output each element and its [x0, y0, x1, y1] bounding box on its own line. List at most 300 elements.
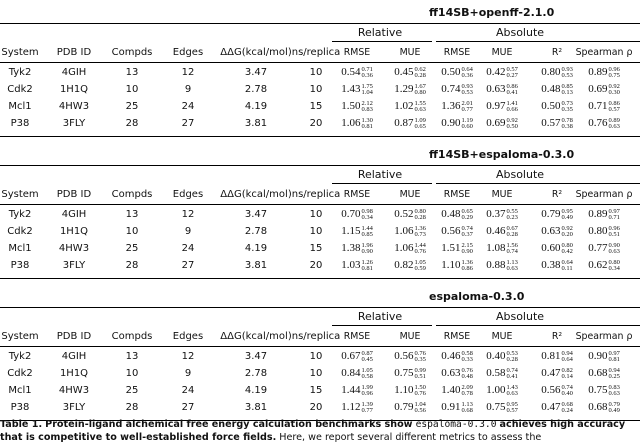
metric-value — [329, 350, 385, 363]
value-ci — [561, 226, 572, 238]
ci-upper: 1.99 — [361, 383, 373, 391]
value-with-ci — [341, 100, 373, 113]
ci-lower: 0.38 — [561, 122, 573, 130]
value-mean: 1.06 — [394, 242, 414, 254]
cell-ns: 10 — [309, 351, 323, 362]
value-ci — [506, 260, 517, 272]
value-ci — [506, 385, 517, 397]
ci-lower: 0.85 — [361, 230, 373, 238]
value-with-ci — [588, 208, 620, 221]
ci-lower: 0.40 — [561, 389, 573, 397]
value-mean: 1.43 — [341, 83, 361, 95]
value-ci — [361, 84, 372, 96]
cell-edges: 12 — [181, 209, 195, 220]
ci-upper: 0.93 — [461, 82, 473, 90]
ci-lower: 0.48 — [461, 372, 473, 380]
cell-compds: 10 — [125, 84, 139, 95]
caption-bold-lead: Protein-ligand alchemical free energy calculation benchmarks show — [45, 419, 413, 430]
ci-lower: 0.66 — [506, 105, 518, 113]
cell-compds: 28 — [125, 402, 139, 413]
ci-upper: 0.92 — [608, 82, 620, 90]
cell-system: Tyk2 — [8, 67, 32, 78]
ci-lower: 0.81 — [608, 355, 620, 363]
cell-system: Mcl1 — [8, 101, 32, 112]
metric-value — [474, 100, 530, 113]
value-ci — [506, 226, 517, 238]
header-rule — [0, 204, 640, 205]
column-header: Compds — [111, 189, 153, 200]
value-mean: 0.74 — [441, 83, 461, 95]
value-ci — [461, 226, 472, 238]
group-header-absolute: Absolute — [495, 26, 545, 39]
value-with-ci — [341, 117, 373, 130]
cell-ns: 15 — [309, 101, 323, 112]
value-with-ci — [394, 401, 426, 414]
value-ci — [414, 260, 425, 272]
column-header: MUE — [491, 189, 513, 200]
value-with-ci — [541, 242, 573, 255]
value-ci — [461, 67, 472, 79]
value-with-ci — [486, 350, 518, 363]
metric-value — [576, 83, 632, 96]
value-mean: 0.80 — [541, 66, 561, 78]
value-mean: 0.37 — [486, 208, 506, 220]
value-mean: 1.36 — [441, 100, 461, 112]
cell-edges: 24 — [181, 385, 195, 396]
value-ci — [561, 351, 572, 363]
ci-lower: 0.77 — [461, 105, 473, 113]
value-ci — [361, 101, 372, 113]
value-ci — [414, 402, 425, 414]
value-ci — [608, 368, 619, 380]
value-ci — [414, 351, 425, 363]
value-mean: 0.45 — [394, 66, 414, 78]
cell-edges: 12 — [181, 351, 195, 362]
ci-upper: 0.64 — [461, 65, 473, 73]
value-with-ci — [441, 384, 473, 397]
metric-value — [329, 83, 385, 96]
ci-lower: 0.63 — [608, 247, 620, 255]
value-mean: 1.06 — [394, 225, 414, 237]
value-mean: 1.50 — [341, 100, 361, 112]
value-with-ci — [486, 259, 518, 272]
value-with-ci — [486, 66, 518, 79]
value-mean: 0.80 — [588, 225, 608, 237]
metric-value — [474, 225, 530, 238]
value-with-ci — [341, 83, 373, 96]
ci-lower: 0.42 — [561, 247, 573, 255]
column-header: ns/replica — [291, 331, 341, 342]
header-rule — [0, 346, 640, 347]
ci-lower: 0.28 — [506, 230, 518, 238]
ci-lower: 0.57 — [506, 406, 518, 414]
value-with-ci — [441, 350, 473, 363]
ci-upper: 0.89 — [608, 116, 620, 124]
cell-edges: 12 — [181, 67, 195, 78]
value-mean: 0.48 — [441, 208, 461, 220]
ci-upper: 1.36 — [414, 224, 426, 232]
value-with-ci — [486, 384, 518, 397]
ci-upper: 0.92 — [561, 224, 573, 232]
value-with-ci — [541, 100, 573, 113]
column-header: Compds — [111, 331, 153, 342]
cell-pdb: 4HW3 — [58, 243, 90, 254]
value-mean: 1.02 — [394, 100, 414, 112]
value-ci — [506, 209, 517, 221]
value-with-ci — [486, 242, 518, 255]
value-mean: 0.63 — [441, 367, 461, 379]
cell-pdb: 4GIH — [61, 351, 87, 362]
ci-lower: 0.34 — [608, 264, 620, 272]
cell-ns: 10 — [309, 67, 323, 78]
cell-compds: 28 — [125, 118, 139, 129]
value-with-ci — [541, 259, 573, 272]
value-mean: 1.44 — [341, 384, 361, 396]
value-ci — [561, 368, 572, 380]
value-ci — [361, 385, 372, 397]
ci-upper: 0.99 — [414, 366, 426, 374]
column-header: MUE — [491, 47, 513, 58]
group-header-relative: Relative — [357, 26, 403, 39]
cell-edges: 24 — [181, 243, 195, 254]
caption-rest: Here, we report several different metrics to assess the — [279, 432, 542, 443]
value-with-ci — [341, 367, 373, 380]
metric-value — [576, 225, 632, 238]
value-ci — [506, 101, 517, 113]
ci-upper: 1.05 — [361, 366, 373, 374]
ci-lower: 0.65 — [414, 122, 426, 130]
cell-edges: 27 — [181, 260, 195, 271]
value-mean: 0.42 — [486, 66, 506, 78]
ci-lower: 0.50 — [506, 122, 518, 130]
value-with-ci — [541, 66, 573, 79]
ci-upper: 1.56 — [506, 241, 518, 249]
ci-upper: 0.87 — [361, 349, 373, 357]
value-ci — [506, 84, 517, 96]
value-with-ci — [394, 225, 426, 238]
ci-lower: 0.33 — [461, 355, 473, 363]
cell-system: Tyk2 — [8, 351, 32, 362]
value-ci — [461, 243, 472, 255]
value-with-ci — [486, 83, 518, 96]
ci-upper: 2.01 — [461, 99, 473, 107]
cell-system: Tyk2 — [8, 209, 32, 220]
value-with-ci — [588, 117, 620, 130]
metric-value — [576, 384, 632, 397]
cell-pdb: 1H1Q — [59, 368, 89, 379]
cell-compds: 25 — [125, 385, 139, 396]
value-mean: 1.29 — [394, 83, 414, 95]
value-with-ci — [394, 208, 426, 221]
metric-value — [329, 384, 385, 397]
ci-upper: 1.13 — [506, 258, 518, 266]
ci-lower: 0.57 — [608, 105, 620, 113]
ci-lower: 0.49 — [608, 406, 620, 414]
value-ci — [461, 402, 472, 414]
value-mean: 0.89 — [588, 208, 608, 220]
value-ci — [414, 118, 425, 130]
ci-upper: 0.62 — [414, 65, 426, 73]
value-ci — [414, 226, 425, 238]
value-with-ci — [541, 225, 573, 238]
ci-upper: 1.41 — [506, 99, 518, 107]
cell-pdb: 4GIH — [61, 67, 87, 78]
value-ci — [361, 243, 372, 255]
value-ci — [414, 368, 425, 380]
cell-compds: 10 — [125, 226, 139, 237]
ci-upper: 0.86 — [506, 82, 518, 90]
value-with-ci — [588, 83, 620, 96]
section-title: ff14SB+openff-2.1.0 — [429, 6, 555, 19]
group-underline — [436, 41, 640, 42]
value-mean: 0.48 — [541, 83, 561, 95]
cell-ddg: 2.78 — [244, 368, 268, 379]
group-underline — [332, 183, 432, 184]
ci-upper: 2.12 — [361, 99, 373, 107]
value-with-ci — [588, 66, 620, 79]
group-header-relative: Relative — [357, 168, 403, 181]
ci-upper: 0.80 — [561, 241, 573, 249]
metric-value — [474, 117, 530, 130]
metric-value — [576, 259, 632, 272]
caption-code: espaloma-0.3.0 — [415, 419, 497, 430]
column-header: ΔΔG(kcal/mol) — [220, 189, 292, 200]
ci-upper: 1.44 — [361, 224, 373, 232]
group-underline — [332, 41, 432, 42]
ci-upper: 0.74 — [506, 366, 518, 374]
cell-system: Mcl1 — [8, 385, 32, 396]
value-ci — [608, 243, 619, 255]
value-with-ci — [588, 100, 620, 113]
ci-upper: 0.65 — [461, 207, 473, 215]
cell-pdb: 4HW3 — [58, 101, 90, 112]
value-with-ci — [441, 83, 473, 96]
metric-value — [329, 225, 385, 238]
value-with-ci — [588, 384, 620, 397]
value-mean: 0.57 — [541, 117, 561, 129]
value-with-ci — [394, 350, 426, 363]
ci-lower: 0.74 — [506, 247, 518, 255]
section-title: ff14SB+espaloma-0.3.0 — [429, 148, 575, 161]
value-with-ci — [341, 384, 373, 397]
column-header: RMSE — [443, 47, 471, 58]
value-mean: 0.56 — [541, 384, 561, 396]
group-underline — [436, 325, 640, 326]
metric-value — [474, 208, 530, 221]
section-rule — [0, 165, 640, 166]
value-with-ci — [441, 117, 473, 130]
cell-ns: 20 — [309, 260, 323, 271]
ci-upper: 0.90 — [608, 241, 620, 249]
value-ci — [461, 351, 472, 363]
ci-lower: 0.51 — [414, 372, 426, 380]
ci-lower: 0.28 — [414, 213, 426, 221]
group-header-relative: Relative — [357, 310, 403, 323]
cell-edges: 9 — [184, 84, 192, 95]
metric-value — [329, 117, 385, 130]
ci-lower: 0.53 — [461, 88, 473, 96]
value-mean: 0.70 — [341, 208, 361, 220]
group-underline — [332, 325, 432, 326]
cell-ddg: 3.47 — [244, 351, 268, 362]
ci-upper: 0.57 — [506, 65, 518, 73]
section-title: espaloma-0.3.0 — [429, 290, 525, 303]
cell-ddg: 3.47 — [244, 209, 268, 220]
value-ci — [414, 84, 425, 96]
cell-system: Cdk2 — [7, 226, 33, 237]
ci-upper: 0.73 — [561, 99, 573, 107]
value-mean: 0.90 — [588, 350, 608, 362]
value-with-ci — [441, 225, 473, 238]
value-mean: 0.52 — [394, 208, 414, 220]
metric-value — [329, 66, 385, 79]
cell-ns: 15 — [309, 385, 323, 396]
metric-value — [576, 367, 632, 380]
ci-upper: 1.43 — [506, 383, 518, 391]
value-ci — [608, 84, 619, 96]
metric-value — [474, 384, 530, 397]
ci-lower: 0.81 — [361, 122, 373, 130]
value-with-ci — [394, 259, 426, 272]
value-ci — [461, 260, 472, 272]
value-with-ci — [486, 208, 518, 221]
ci-lower: 0.63 — [506, 389, 518, 397]
ci-lower: 0.64 — [561, 355, 573, 363]
ci-lower: 0.80 — [414, 88, 426, 96]
section-rule — [0, 307, 640, 308]
value-ci — [414, 67, 425, 79]
ci-upper: 0.74 — [461, 224, 473, 232]
value-with-ci — [541, 367, 573, 380]
value-with-ci — [588, 367, 620, 380]
value-with-ci — [486, 367, 518, 380]
ci-lower: 0.56 — [414, 406, 426, 414]
value-mean: 0.38 — [541, 259, 561, 271]
value-ci — [414, 243, 425, 255]
ci-upper: 0.74 — [561, 383, 573, 391]
ci-lower: 0.45 — [361, 355, 373, 363]
value-with-ci — [341, 401, 373, 414]
value-with-ci — [588, 259, 620, 272]
value-ci — [506, 118, 517, 130]
value-mean: 0.58 — [486, 367, 506, 379]
ci-lower: 0.90 — [461, 247, 473, 255]
ci-upper: 0.85 — [561, 82, 573, 90]
cell-ddg: 3.81 — [244, 402, 268, 413]
value-ci — [608, 101, 619, 113]
value-ci — [608, 402, 619, 414]
ci-lower: 0.37 — [461, 230, 473, 238]
header-rule — [0, 62, 640, 63]
cell-ddg: 4.19 — [244, 243, 268, 254]
value-with-ci — [486, 117, 518, 130]
section-rule — [0, 23, 640, 24]
cell-compds: 28 — [125, 260, 139, 271]
ci-lower: 1.04 — [361, 88, 373, 96]
column-header: RMSE — [443, 331, 471, 342]
value-mean: 0.56 — [441, 225, 461, 237]
ci-upper: 0.86 — [608, 99, 620, 107]
value-with-ci — [588, 350, 620, 363]
value-ci — [361, 368, 372, 380]
ci-lower: 0.60 — [461, 122, 473, 130]
value-mean: 0.75 — [588, 384, 608, 396]
column-header: ΔΔG(kcal/mol) — [220, 47, 292, 58]
value-ci — [361, 402, 372, 414]
ci-lower: 0.35 — [561, 105, 573, 113]
column-header: RMSE — [343, 331, 371, 342]
value-with-ci — [441, 401, 473, 414]
ci-upper: 1.30 — [361, 116, 373, 124]
ci-upper: 0.58 — [461, 349, 473, 357]
cell-system: P38 — [10, 402, 30, 413]
column-header: MUE — [399, 189, 421, 200]
value-ci — [361, 67, 372, 79]
value-mean: 1.51 — [441, 242, 461, 254]
value-ci — [361, 209, 372, 221]
ci-upper: 0.79 — [608, 400, 620, 408]
ci-lower: 0.29 — [461, 213, 473, 221]
value-mean: 0.63 — [541, 225, 561, 237]
ci-upper: 0.71 — [361, 65, 373, 73]
ci-upper: 0.94 — [561, 349, 573, 357]
value-mean: 0.56 — [394, 350, 414, 362]
ci-upper: 0.93 — [561, 65, 573, 73]
value-mean: 0.81 — [541, 350, 561, 362]
value-ci — [608, 260, 619, 272]
ci-lower: 0.83 — [361, 105, 373, 113]
value-ci — [608, 351, 619, 363]
column-header: PDB ID — [56, 189, 92, 200]
value-mean: 0.62 — [588, 259, 608, 271]
cell-ns: 10 — [309, 368, 323, 379]
ci-upper: 0.97 — [608, 207, 620, 215]
ci-lower: 0.86 — [461, 264, 473, 272]
cell-pdb: 3FLY — [62, 402, 86, 413]
value-ci — [506, 243, 517, 255]
ci-upper: 2.09 — [461, 383, 473, 391]
caption-label: Table 1. — [0, 419, 43, 430]
ci-upper: 0.80 — [608, 258, 620, 266]
ci-upper: 1.96 — [361, 241, 373, 249]
metric-value — [329, 100, 385, 113]
ci-lower: 0.36 — [461, 71, 473, 79]
ci-upper: 0.83 — [608, 383, 620, 391]
ci-upper: 1.75 — [361, 82, 373, 90]
value-ci — [461, 101, 472, 113]
ci-upper: 0.95 — [561, 207, 573, 215]
cell-pdb: 4GIH — [61, 209, 87, 220]
value-ci — [561, 209, 572, 221]
value-with-ci — [441, 367, 473, 380]
ci-lower: 0.71 — [608, 213, 620, 221]
column-header: R² — [551, 189, 563, 200]
value-ci — [461, 368, 472, 380]
column-header: Compds — [111, 47, 153, 58]
value-with-ci — [541, 117, 573, 130]
column-header: Edges — [172, 47, 204, 58]
cell-ddg: 3.47 — [244, 67, 268, 78]
value-mean: 0.76 — [588, 117, 608, 129]
column-header: System — [1, 47, 39, 58]
value-with-ci — [441, 242, 473, 255]
metric-value — [576, 66, 632, 79]
value-with-ci — [486, 225, 518, 238]
ci-lower: 0.28 — [414, 71, 426, 79]
value-ci — [361, 260, 372, 272]
value-with-ci — [394, 242, 426, 255]
column-header: MUE — [399, 331, 421, 342]
